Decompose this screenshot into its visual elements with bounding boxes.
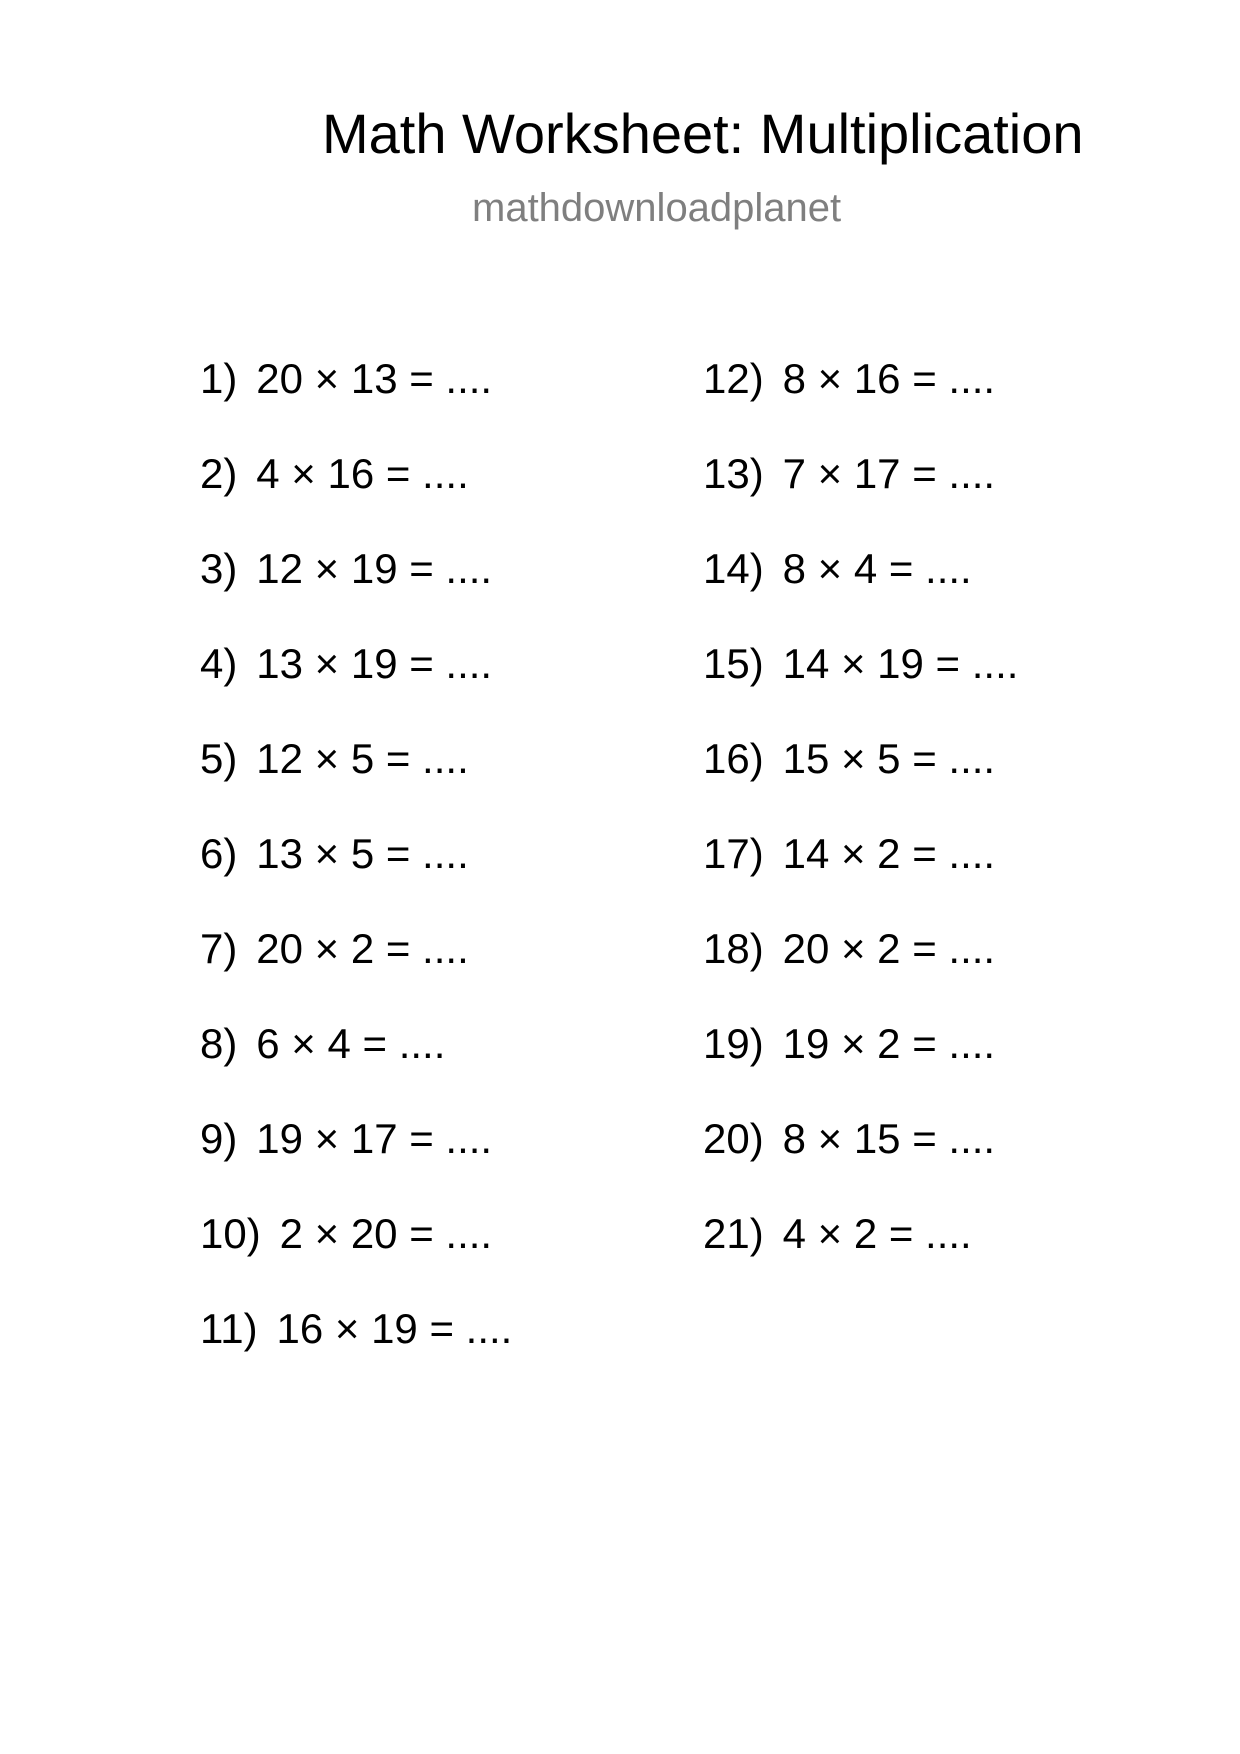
problem-number: 16): [703, 735, 764, 782]
problem-number: 10): [200, 1210, 261, 1257]
problem-item: [703, 924, 1018, 1019]
problem-expression: 13 × 5 = ....: [256, 830, 469, 877]
problem-item: [703, 1209, 1018, 1304]
problem-item: [200, 354, 512, 449]
problem-expression: 2 × 20 = ....: [279, 1210, 493, 1257]
worksheet-subtitle: mathdownloadplanet: [472, 186, 842, 230]
problem-number: 13): [703, 450, 764, 497]
problem-column-left: [200, 354, 512, 1399]
problem-number: 4): [200, 640, 238, 687]
problem-number: 19): [703, 1020, 764, 1067]
problem-item: [703, 829, 1018, 924]
problem-expression: 12 × 5 = ....: [256, 735, 469, 782]
problem-expression: 7 × 17 = ....: [782, 450, 996, 497]
problem-number: 12): [703, 355, 764, 402]
problem-number: 2): [200, 450, 238, 497]
problem-item: [200, 544, 512, 639]
problem-item: [200, 1304, 512, 1399]
problem-number: 9): [200, 1115, 238, 1162]
problem-item: [200, 734, 512, 829]
problem-expression: 13 × 19 = ....: [256, 640, 493, 687]
problem-item: [703, 449, 1018, 544]
problem-expression: 6 × 4 = ....: [256, 1020, 446, 1067]
problem-number: 20): [703, 1115, 764, 1162]
problem-number: 15): [703, 640, 764, 687]
problem-expression: 19 × 2 = ....: [782, 1020, 996, 1067]
problem-item: [200, 1209, 512, 1304]
problem-number: 14): [703, 545, 764, 592]
problem-number: 18): [703, 925, 764, 972]
problem-expression: 16 × 19 = ....: [276, 1305, 513, 1352]
problem-expression: 14 × 19 = ....: [782, 640, 1019, 687]
problem-expression: 8 × 15 = ....: [782, 1115, 996, 1162]
problem-item: [703, 734, 1018, 829]
problem-item: [703, 1114, 1018, 1209]
problem-expression: 20 × 2 = ....: [782, 925, 996, 972]
problem-item: [200, 924, 512, 1019]
problem-expression: 15 × 5 = ....: [782, 735, 996, 782]
problem-number: 3): [200, 545, 238, 592]
problem-item: [703, 1019, 1018, 1114]
problem-expression: 20 × 13 = ....: [256, 355, 493, 402]
problem-column-right: [703, 354, 1018, 1304]
problem-number: 11): [200, 1305, 258, 1352]
problem-number: 8): [200, 1020, 238, 1067]
problem-expression: 4 × 16 = ....: [256, 450, 469, 497]
problem-item: [200, 1019, 512, 1114]
problem-expression: 4 × 2 = ....: [782, 1210, 972, 1257]
problem-expression: 14 × 2 = ....: [782, 830, 996, 877]
problem-item: [200, 639, 512, 734]
problem-item: [703, 354, 1018, 449]
problem-expression: 19 × 17 = ....: [256, 1115, 493, 1162]
problem-expression: 12 × 19 = ....: [256, 545, 493, 592]
problem-number: 17): [703, 830, 764, 877]
problem-number: 21): [703, 1210, 764, 1257]
problem-number: 6): [200, 830, 238, 877]
worksheet-title: Math Worksheet: Multiplication: [322, 102, 1084, 165]
problem-expression: 8 × 16 = ....: [782, 355, 996, 402]
problem-number: 7): [200, 925, 238, 972]
problem-item: [703, 639, 1018, 734]
problem-number: 1): [200, 355, 238, 402]
problem-item: [200, 829, 512, 924]
problem-expression: 8 × 4 = ....: [782, 545, 972, 592]
problem-expression: 20 × 2 = ....: [256, 925, 469, 972]
problem-item: [200, 1114, 512, 1209]
problem-item: [200, 449, 512, 544]
problem-number: 5): [200, 735, 238, 782]
problem-item: [703, 544, 1018, 639]
